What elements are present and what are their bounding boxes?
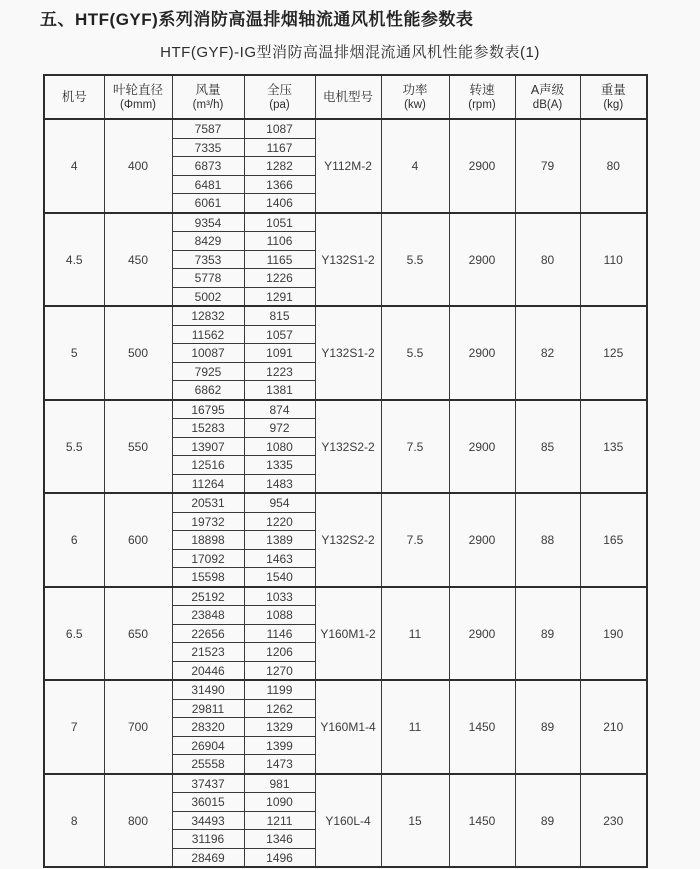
cell-machine-no: 6.5 [44,587,104,681]
cell-air-flow: 8429 [172,232,244,251]
cell-air-flow: 34493 [172,811,244,830]
cell-total-pressure: 1167 [244,138,315,157]
cell-air-flow: 26904 [172,736,244,755]
cell-total-pressure: 1346 [244,830,315,849]
cell-impeller-diameter: 650 [104,587,172,681]
cell-air-flow: 15283 [172,419,244,438]
cell-total-pressure: 1335 [244,456,315,475]
cell-total-pressure: 1329 [244,718,315,737]
cell-air-flow: 20531 [172,493,244,512]
cell-air-flow: 20446 [172,661,244,680]
table-row [44,400,647,419]
header-label: 全压 [266,82,292,97]
col-header-air-flow [172,75,244,119]
cell-machine-no: 4.5 [44,213,104,307]
cell-weight: 80 [580,119,647,213]
cell-motor-model: Y132S2-2 [315,493,381,587]
cell-total-pressure: 1381 [244,381,315,400]
cell-impeller-diameter: 600 [104,493,172,587]
cell-total-pressure: 1080 [244,437,315,456]
header-unit: (kw) [404,98,426,111]
cell-air-flow: 31490 [172,680,244,699]
cell-total-pressure: 1090 [244,793,315,812]
cell-total-pressure: 1051 [244,213,315,232]
header-unit: (rpm) [468,98,496,111]
cell-air-flow: 7335 [172,138,244,157]
cell-air-flow: 18898 [172,531,244,550]
cell-air-flow: 11562 [172,325,244,344]
cell-speed: 2900 [449,587,515,681]
cell-air-flow: 36015 [172,793,244,812]
cell-total-pressure: 1220 [244,512,315,531]
cell-total-pressure: 1540 [244,568,315,587]
cell-air-flow: 7925 [172,362,244,381]
header-label: 机号 [61,90,87,105]
cell-weight: 230 [580,774,647,868]
table-row [44,680,647,699]
header-row [44,75,647,119]
cell-air-flow: 7587 [172,119,244,138]
cell-total-pressure: 1146 [244,624,315,643]
cell-weight: 135 [580,400,647,494]
header-label: 重量 [600,82,626,97]
cell-weight: 210 [580,680,647,774]
cell-air-flow: 13907 [172,437,244,456]
cell-speed: 1450 [449,774,515,868]
table-row [44,119,647,138]
cell-power: 7.5 [381,400,449,494]
page-title: 五、HTF(GYF)系列消防高温排烟轴流通风机性能参数表 [40,10,474,29]
cell-speed: 2900 [449,119,515,213]
cell-power: 5.5 [381,306,449,400]
cell-total-pressure: 1087 [244,119,315,138]
cell-noise-level: 89 [515,774,580,868]
cell-speed: 2900 [449,213,515,307]
cell-motor-model: Y160L-4 [315,774,381,868]
cell-air-flow: 22656 [172,624,244,643]
table-title: HTF(GYF)-IG型消防高温排烟混流通风机性能参数表(1) [160,44,540,62]
cell-power: 11 [381,680,449,774]
cell-machine-no: 6 [44,493,104,587]
table-row [44,774,647,793]
cell-noise-level: 80 [515,213,580,307]
cell-impeller-diameter: 800 [104,774,172,868]
cell-air-flow: 21523 [172,643,244,662]
cell-air-flow: 6481 [172,175,244,194]
cell-machine-no: 5.5 [44,400,104,494]
cell-impeller-diameter: 700 [104,680,172,774]
header-unit: dB(A) [532,98,563,111]
cell-noise-level: 88 [515,493,580,587]
cell-weight: 125 [580,306,647,400]
cell-power: 4 [381,119,449,213]
cell-total-pressure: 1057 [244,325,315,344]
cell-total-pressure: 1106 [244,232,315,251]
cell-air-flow: 16795 [172,400,244,419]
cell-total-pressure: 972 [244,419,315,438]
cell-total-pressure: 1088 [244,606,315,625]
cell-machine-no: 8 [44,774,104,868]
cell-motor-model: Y132S1-2 [315,306,381,400]
cell-power: 15 [381,774,449,868]
cell-weight: 165 [580,493,647,587]
cell-air-flow: 23848 [172,606,244,625]
cell-weight: 190 [580,587,647,681]
cell-noise-level: 85 [515,400,580,494]
performance-table [43,74,648,868]
col-header-noise-level [515,75,580,119]
table-row [44,587,647,606]
cell-air-flow: 6873 [172,157,244,176]
col-header-machine-no [44,75,104,119]
cell-impeller-diameter: 500 [104,306,172,400]
cell-impeller-diameter: 550 [104,400,172,494]
col-header-impeller-diameter [104,75,172,119]
table-row [44,306,647,325]
col-header-total-pressure [244,75,315,119]
cell-total-pressure: 1199 [244,680,315,699]
cell-air-flow: 28469 [172,848,244,867]
cell-machine-no: 4 [44,119,104,213]
cell-speed: 2900 [449,493,515,587]
header-label: 电机型号 [322,90,373,105]
cell-total-pressure: 1091 [244,344,315,363]
header-label: A声级 [530,82,565,97]
header-unit: (m³/h) [192,98,224,111]
header-unit: (pa) [269,98,290,111]
cell-motor-model: Y132S2-2 [315,400,381,494]
cell-air-flow: 9354 [172,213,244,232]
table-body [44,119,647,867]
cell-power: 11 [381,587,449,681]
cell-total-pressure: 1496 [244,848,315,867]
cell-motor-model: Y112M-2 [315,119,381,213]
table-row [44,493,647,512]
cell-total-pressure: 981 [244,774,315,793]
cell-total-pressure: 1406 [244,194,315,213]
cell-noise-level: 79 [515,119,580,213]
cell-air-flow: 28320 [172,718,244,737]
cell-total-pressure: 1226 [244,269,315,288]
cell-speed: 1450 [449,680,515,774]
cell-total-pressure: 1389 [244,531,315,550]
header-unit: (kg) [603,98,624,111]
cell-total-pressure: 1291 [244,287,315,306]
cell-total-pressure: 1473 [244,755,315,774]
cell-speed: 2900 [449,306,515,400]
cell-air-flow: 31196 [172,830,244,849]
cell-motor-model: Y132S1-2 [315,213,381,307]
cell-air-flow: 17092 [172,549,244,568]
cell-total-pressure: 1262 [244,699,315,718]
cell-machine-no: 5 [44,306,104,400]
cell-total-pressure: 815 [244,306,315,325]
cell-total-pressure: 1223 [244,362,315,381]
cell-air-flow: 29811 [172,699,244,718]
header-label: 功率 [402,82,428,97]
header-label: 转速 [469,82,495,97]
cell-total-pressure: 1211 [244,811,315,830]
cell-air-flow: 25192 [172,587,244,606]
cell-impeller-diameter: 400 [104,119,172,213]
cell-total-pressure: 1282 [244,157,315,176]
cell-motor-model: Y160M1-4 [315,680,381,774]
cell-air-flow: 15598 [172,568,244,587]
cell-air-flow: 10087 [172,344,244,363]
cell-total-pressure: 1206 [244,643,315,662]
cell-air-flow: 6862 [172,381,244,400]
cell-total-pressure: 874 [244,400,315,419]
table-header [44,75,647,119]
col-header-speed [449,75,515,119]
table-row [44,213,647,232]
cell-power: 7.5 [381,493,449,587]
cell-total-pressure: 954 [244,493,315,512]
cell-total-pressure: 1399 [244,736,315,755]
header-unit: (Φmm) [120,98,156,111]
cell-air-flow: 12832 [172,306,244,325]
cell-power: 5.5 [381,213,449,307]
col-header-motor-model [315,75,381,119]
cell-air-flow: 25558 [172,755,244,774]
cell-total-pressure: 1366 [244,175,315,194]
header-label: 叶轮直径 [112,82,163,97]
cell-air-flow: 37437 [172,774,244,793]
cell-air-flow: 6061 [172,194,244,213]
col-header-power [381,75,449,119]
cell-total-pressure: 1483 [244,474,315,493]
cell-motor-model: Y160M1-2 [315,587,381,681]
cell-speed: 2900 [449,400,515,494]
col-header-weight [580,75,647,119]
cell-total-pressure: 1165 [244,250,315,269]
cell-weight: 110 [580,213,647,307]
cell-total-pressure: 1463 [244,549,315,568]
cell-noise-level: 89 [515,680,580,774]
cell-impeller-diameter: 450 [104,213,172,307]
cell-noise-level: 89 [515,587,580,681]
cell-air-flow: 5778 [172,269,244,288]
cell-machine-no: 7 [44,680,104,774]
header-label: 风量 [195,82,221,97]
cell-air-flow: 11264 [172,474,244,493]
cell-total-pressure: 1033 [244,587,315,606]
cell-noise-level: 82 [515,306,580,400]
cell-air-flow: 19732 [172,512,244,531]
cell-total-pressure: 1270 [244,661,315,680]
cell-air-flow: 7353 [172,250,244,269]
cell-air-flow: 5002 [172,287,244,306]
cell-air-flow: 12516 [172,456,244,475]
